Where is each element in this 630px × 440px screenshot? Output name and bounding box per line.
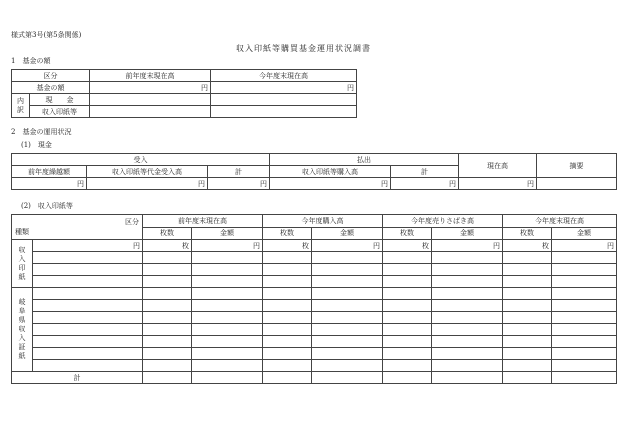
t3-count-cell xyxy=(263,348,312,360)
t3-count-cell xyxy=(263,312,312,324)
t3-count-cell xyxy=(263,276,312,288)
t3-amount-cell xyxy=(552,276,617,288)
t3-count-header: 枚数 xyxy=(263,227,312,240)
t2-remarks-cell xyxy=(537,178,617,190)
t3-amount-cell xyxy=(552,300,617,312)
t3-count-cell xyxy=(143,324,192,336)
t3-amount-cell: 円 xyxy=(192,240,263,252)
t3-count-cell xyxy=(383,252,432,264)
t3-cell xyxy=(432,372,503,384)
t3-denomination-cell: 円 xyxy=(33,240,143,252)
t3-count-cell xyxy=(263,324,312,336)
t2-yen-cell: 円 xyxy=(208,178,270,190)
t3-count-cell xyxy=(503,336,552,348)
t3-cell xyxy=(383,372,432,384)
t3-count-cell xyxy=(263,252,312,264)
t3-amount-cell xyxy=(312,336,383,348)
t3-amount-cell xyxy=(192,276,263,288)
t3-amount-cell xyxy=(312,252,383,264)
t3-count-cell xyxy=(503,312,552,324)
t3-count-cell: 枚 xyxy=(263,240,312,252)
t3-total-label: 計 xyxy=(12,372,143,384)
t2-sales-receipts-header: 収入印紙等代金受入高 xyxy=(87,166,208,178)
t1-stamps-label: 収入印紙等 xyxy=(30,106,90,118)
t3-count-cell: 枚 xyxy=(383,240,432,252)
t3-count-cell xyxy=(143,336,192,348)
t3-count-cell xyxy=(263,336,312,348)
t3-count-cell xyxy=(143,264,192,276)
t3-count-cell xyxy=(263,300,312,312)
t3-amount-cell xyxy=(432,276,503,288)
t1-kubun-header: 区分 xyxy=(12,70,90,82)
t3-amount-cell xyxy=(432,300,503,312)
t3-amount-cell xyxy=(192,324,263,336)
form-number-label: 様式第3号(第5条関係) xyxy=(11,31,82,39)
t3-amount-cell xyxy=(432,312,503,324)
t3-type-label: 種類 xyxy=(15,228,29,236)
t3-denomination-cell xyxy=(33,288,143,300)
t3-count-cell xyxy=(503,360,552,372)
t2-yen-cell: 円 xyxy=(391,178,459,190)
t3-group-header: 前年度末現在高 xyxy=(143,215,263,228)
t1-cell xyxy=(90,106,211,118)
t3-count-cell xyxy=(143,288,192,300)
t3-amount-cell xyxy=(432,348,503,360)
t3-group-header: 今年度購入高 xyxy=(263,215,383,228)
t2-yen-cell: 円 xyxy=(459,178,537,190)
t3-count-cell xyxy=(383,324,432,336)
t3-count-cell xyxy=(143,348,192,360)
t3-amount-cell xyxy=(312,300,383,312)
t3-count-cell xyxy=(143,276,192,288)
t2-balance-header: 現在高 xyxy=(459,154,537,178)
t3-count-cell xyxy=(503,276,552,288)
t1-cell xyxy=(90,94,211,106)
t3-category-gifu-certificate: 岐 阜 県 収 入 証 紙 xyxy=(12,288,33,372)
t3-amount-cell xyxy=(432,336,503,348)
t2-payments-subtotal-header: 計 xyxy=(391,166,459,178)
t2-purchase-header: 収入印紙等購入高 xyxy=(270,166,391,178)
t3-group-header: 今年度売りさばき高 xyxy=(383,215,503,228)
t1-this-year-header: 今年度末現在高 xyxy=(211,70,357,82)
t3-count-cell xyxy=(383,312,432,324)
subsection2-heading: (2) 収入印紙等 xyxy=(21,202,73,210)
t1-fund-prev-yen: 円 xyxy=(90,82,211,94)
t3-count-cell xyxy=(143,300,192,312)
t3-amount-cell xyxy=(552,264,617,276)
t3-amount-cell xyxy=(312,348,383,360)
t3-cell xyxy=(503,372,552,384)
t3-amount-cell xyxy=(552,252,617,264)
table-row xyxy=(12,264,617,276)
t3-amount-cell xyxy=(312,276,383,288)
t1-cell xyxy=(211,106,357,118)
t3-count-cell xyxy=(383,360,432,372)
t3-count-cell xyxy=(503,264,552,276)
t3-count-cell: 枚 xyxy=(503,240,552,252)
table-row xyxy=(12,360,617,372)
t3-amount-cell xyxy=(192,264,263,276)
t3-count-cell xyxy=(263,288,312,300)
t3-amount-cell xyxy=(192,348,263,360)
t3-count-cell xyxy=(383,276,432,288)
table-row xyxy=(12,348,617,360)
t3-count-header: 枚数 xyxy=(383,227,432,240)
t3-count-cell xyxy=(383,300,432,312)
t3-denomination-cell xyxy=(33,252,143,264)
t3-amount-cell xyxy=(312,360,383,372)
fund-amount-table xyxy=(11,69,357,118)
t3-cell xyxy=(143,372,192,384)
t3-amount-cell xyxy=(432,360,503,372)
table-row xyxy=(12,300,617,312)
t3-amount-cell xyxy=(552,312,617,324)
t2-payments-header: 払出 xyxy=(270,154,459,166)
t3-count-cell xyxy=(143,360,192,372)
t3-count-cell: 枚 xyxy=(143,240,192,252)
t3-count-cell xyxy=(143,252,192,264)
t3-amount-cell xyxy=(192,252,263,264)
cash-table xyxy=(11,153,617,190)
t3-amount-cell xyxy=(312,324,383,336)
t3-amount-cell xyxy=(552,324,617,336)
t3-amount-cell xyxy=(312,264,383,276)
t3-amount-header: 金額 xyxy=(312,227,383,240)
table-row xyxy=(12,312,617,324)
t3-count-cell xyxy=(383,348,432,360)
table-row xyxy=(12,276,617,288)
t1-prev-year-header: 前年度末現在高 xyxy=(90,70,211,82)
t1-fund-this-yen: 円 xyxy=(211,82,357,94)
revenue-stamp-table xyxy=(11,214,617,384)
t3-denomination-cell xyxy=(33,276,143,288)
t3-amount-cell xyxy=(432,288,503,300)
t3-denomination-cell xyxy=(33,348,143,360)
t3-amount-cell: 円 xyxy=(312,240,383,252)
t3-cell xyxy=(192,372,263,384)
table-row xyxy=(12,288,617,300)
t3-amount-cell xyxy=(192,300,263,312)
t3-denomination-cell xyxy=(33,336,143,348)
t3-denomination-cell xyxy=(33,312,143,324)
t3-amount-cell xyxy=(432,264,503,276)
t2-receipts-subtotal-header: 計 xyxy=(208,166,270,178)
t3-corner-header xyxy=(12,215,143,240)
t3-amount-cell xyxy=(312,312,383,324)
t3-cell xyxy=(263,372,312,384)
t2-yen-cell: 円 xyxy=(270,178,391,190)
t2-carried-forward-header: 前年度繰越額 xyxy=(12,166,87,178)
document-title: 収入印紙等購買基金運用状況調書 xyxy=(236,44,371,53)
table-row xyxy=(12,252,617,264)
t3-amount-header: 金額 xyxy=(432,227,503,240)
t3-denomination-cell xyxy=(33,324,143,336)
t3-count-header: 枚数 xyxy=(503,227,552,240)
t3-cell xyxy=(312,372,383,384)
table-row xyxy=(12,336,617,348)
t3-count-cell xyxy=(143,312,192,324)
t3-count-cell xyxy=(383,336,432,348)
t3-amount-cell xyxy=(192,312,263,324)
t3-count-cell xyxy=(503,348,552,360)
t1-cash-label: 現 金 xyxy=(30,94,90,106)
t2-receipts-header: 受入 xyxy=(12,154,270,166)
t3-count-header: 枚数 xyxy=(143,227,192,240)
t3-denomination-cell xyxy=(33,300,143,312)
t3-amount-header: 金額 xyxy=(552,227,617,240)
t3-amount-cell: 円 xyxy=(432,240,503,252)
t3-kubun-label: 区分 xyxy=(125,218,139,226)
section1-heading: 1 基金の額 xyxy=(11,57,51,65)
t3-amount-cell xyxy=(552,360,617,372)
t3-group-header: 今年度末現在高 xyxy=(503,215,617,228)
t3-count-cell xyxy=(503,324,552,336)
t3-amount-cell xyxy=(192,360,263,372)
t3-amount-cell xyxy=(552,288,617,300)
t3-amount-cell: 円 xyxy=(552,240,617,252)
t3-count-cell xyxy=(263,264,312,276)
subsection1-heading: (1) 現金 xyxy=(21,141,52,149)
t3-amount-header: 金額 xyxy=(192,227,263,240)
t1-cell xyxy=(211,94,357,106)
t3-denomination-cell xyxy=(33,264,143,276)
table-row xyxy=(12,240,617,252)
t1-breakdown-label: 内 訳 xyxy=(12,94,30,118)
t3-amount-cell xyxy=(312,288,383,300)
t3-count-cell xyxy=(503,252,552,264)
t3-amount-cell xyxy=(192,288,263,300)
t3-amount-cell xyxy=(432,324,503,336)
t2-yen-cell: 円 xyxy=(87,178,208,190)
t1-fund-amount-label: 基金の額 xyxy=(12,82,90,94)
t3-count-cell xyxy=(503,300,552,312)
t3-amount-cell xyxy=(192,336,263,348)
t3-amount-cell xyxy=(552,348,617,360)
t2-yen-cell: 円 xyxy=(12,178,87,190)
t3-cell xyxy=(552,372,617,384)
t3-amount-cell xyxy=(432,252,503,264)
t3-count-cell xyxy=(383,288,432,300)
t3-count-cell xyxy=(383,264,432,276)
t3-count-cell xyxy=(503,288,552,300)
t3-amount-cell xyxy=(552,336,617,348)
table-row xyxy=(12,324,617,336)
section2-heading: 2 基金の運用状況 xyxy=(11,128,72,136)
t3-count-cell xyxy=(263,360,312,372)
t3-denomination-cell xyxy=(33,360,143,372)
t3-category-revenue-stamp: 収 入 印 紙 xyxy=(12,240,33,288)
t2-remarks-header: 摘要 xyxy=(537,154,617,178)
